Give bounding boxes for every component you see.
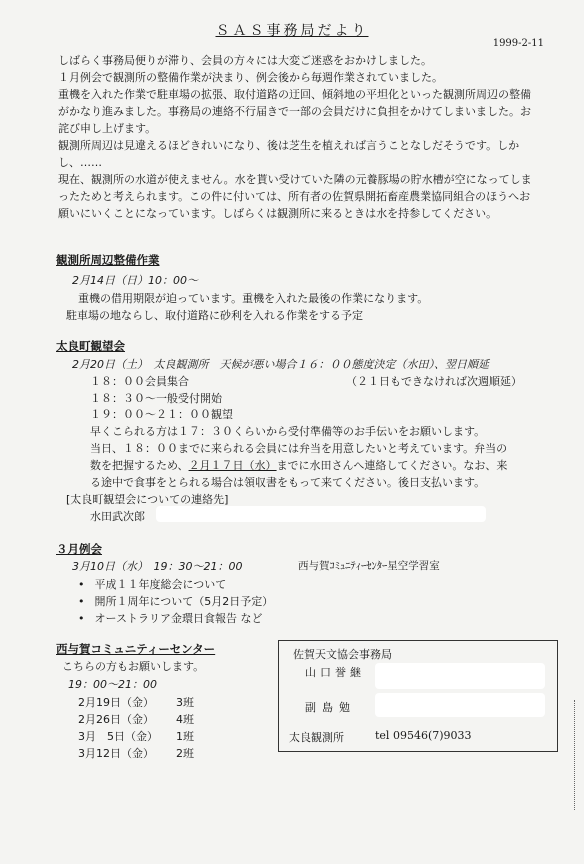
redacted-area [375,693,545,717]
intro-text [58,52,538,222]
agenda-item: • オーストラリア金環日食報告 など [78,610,262,626]
intro-paragraph: 現在、観測所の水道が使えません。水を貰い受けていた隣の元養豚場の貯水槽が空になってしまったためと考えられます。この件に付いては、所有者の佐賀県開拓畜産農業協同組合のほうへお願いにいくことになっています。しばらくは観測所に来るときは水を持参してください。 [58,173,532,220]
contact-name: 水田武次郎 [90,510,145,523]
intro-paragraph: １月例会で観測所の整備作業が決まり、例会後から毎週作業されていました。 [58,71,443,84]
scan-artifact [574,700,578,810]
star-party-note: 当日、１８：００までに来られる会員には弁当を用意したいと考えています。弁当の [90,442,508,455]
schedule-line: １８：００会員集合 [90,375,189,388]
observatory-name: 太良観測所 [289,731,344,744]
star-party-note: 早くこられる方は１７：３０くらいから受付準備等のお手伝いをお願いします。 [90,425,486,438]
star-party-postpone: （２１日もできなければ次週順延） [346,375,522,388]
contact-person: 山口誉継 [305,666,365,679]
schedule-line: １８：３０～一般受付開始 [90,392,222,405]
march-meeting-place: 西与賀ｺﾐｭﾆﾃｨｰｾﾝﾀｰ星空学習室 [298,560,440,572]
community-center-time: 19：00～21：00 [68,678,157,691]
duty-group: 2班 [176,747,194,760]
duty-group: 1班 [176,730,194,743]
issue-date: 1999-2-11 [492,38,544,49]
page-title: ＳＡＳ事務局だより [215,23,369,39]
march-meeting-date: 3月10日（水） 19：30～21：00 [72,560,243,573]
observatory-tel: tel 09546(7)9033 [375,729,472,742]
redacted-area [156,506,486,522]
section-heading-star-party: 太良町観望会 [56,339,125,353]
intro-paragraph: 観測所周辺は見違えるほどきれいになり、後は芝生を植えれば言うことなしだそうです。しかし、…… [58,139,520,169]
community-center-note: こちらの方もお願いします。 [62,660,205,673]
note-text: までに水田さんへ連絡してください。なお、来 [276,459,508,472]
section-heading-community-center: 西与賀コミュニティーセンター [56,642,216,656]
star-party-note: る途中で食事をとられる場合は領収書をもって来てください。後日支払います。 [90,476,486,489]
star-party-note [90,457,507,473]
intro-paragraph: 重機を入れた作業で駐車場の拡張、取付道路の迂回、傾斜地の平坦化といった観測所周辺の整備がかなり進みました。事務局の連絡不行届きで一部の会員だけに負担をかけてしまいました。お詫び申し上げます。 [58,88,531,135]
schedule-line: １９：００～２１：００観望 [90,408,233,421]
note-text: 数を把握するため、 [90,459,189,472]
agenda-item: • 開所１周年について（5月2日予定） [78,593,273,609]
section-heading-maintenance: 観測所周辺整備作業 [56,253,160,267]
star-party-date: 2月20日（土） 太良観測所 天候が悪い場合１６：００態度決定（水田）、翌日順延 [72,358,489,371]
contact-label: [太良町観望会についての連絡先] [66,493,229,506]
intro-paragraph: しばらく事務局便りが滞り、会員の方々には大変ご迷惑をおかけしました。 [58,54,432,67]
deadline-date: ２月１７日（水） [188,459,277,472]
duty-date: 2月19日（金） [78,696,154,709]
contact-org: 佐賀天文協会事務局 [293,648,392,661]
contact-person: 副島勉 [305,701,356,714]
agenda-item: • 平成１１年度総会について [78,576,226,592]
maintenance-date: 2月14日（日）10：00～ [72,274,198,287]
maintenance-line: 駐車場の地ならし、取付道路に砂利を入れる作業をする予定 [66,309,363,322]
duty-date: 3月12日（金） [78,747,154,760]
maintenance-line: 重機の借用期限が迫っています。重機を入れた最後の作業になります。 [78,292,429,305]
redacted-area [375,663,545,689]
duty-date: 3月 5日（金） [78,730,158,743]
duty-date: 2月26日（金） [78,713,154,726]
duty-group: 3班 [176,696,194,709]
contact-box [278,640,558,752]
duty-group: 4班 [176,713,194,726]
section-heading-march-meeting: ３月例会 [56,542,102,556]
